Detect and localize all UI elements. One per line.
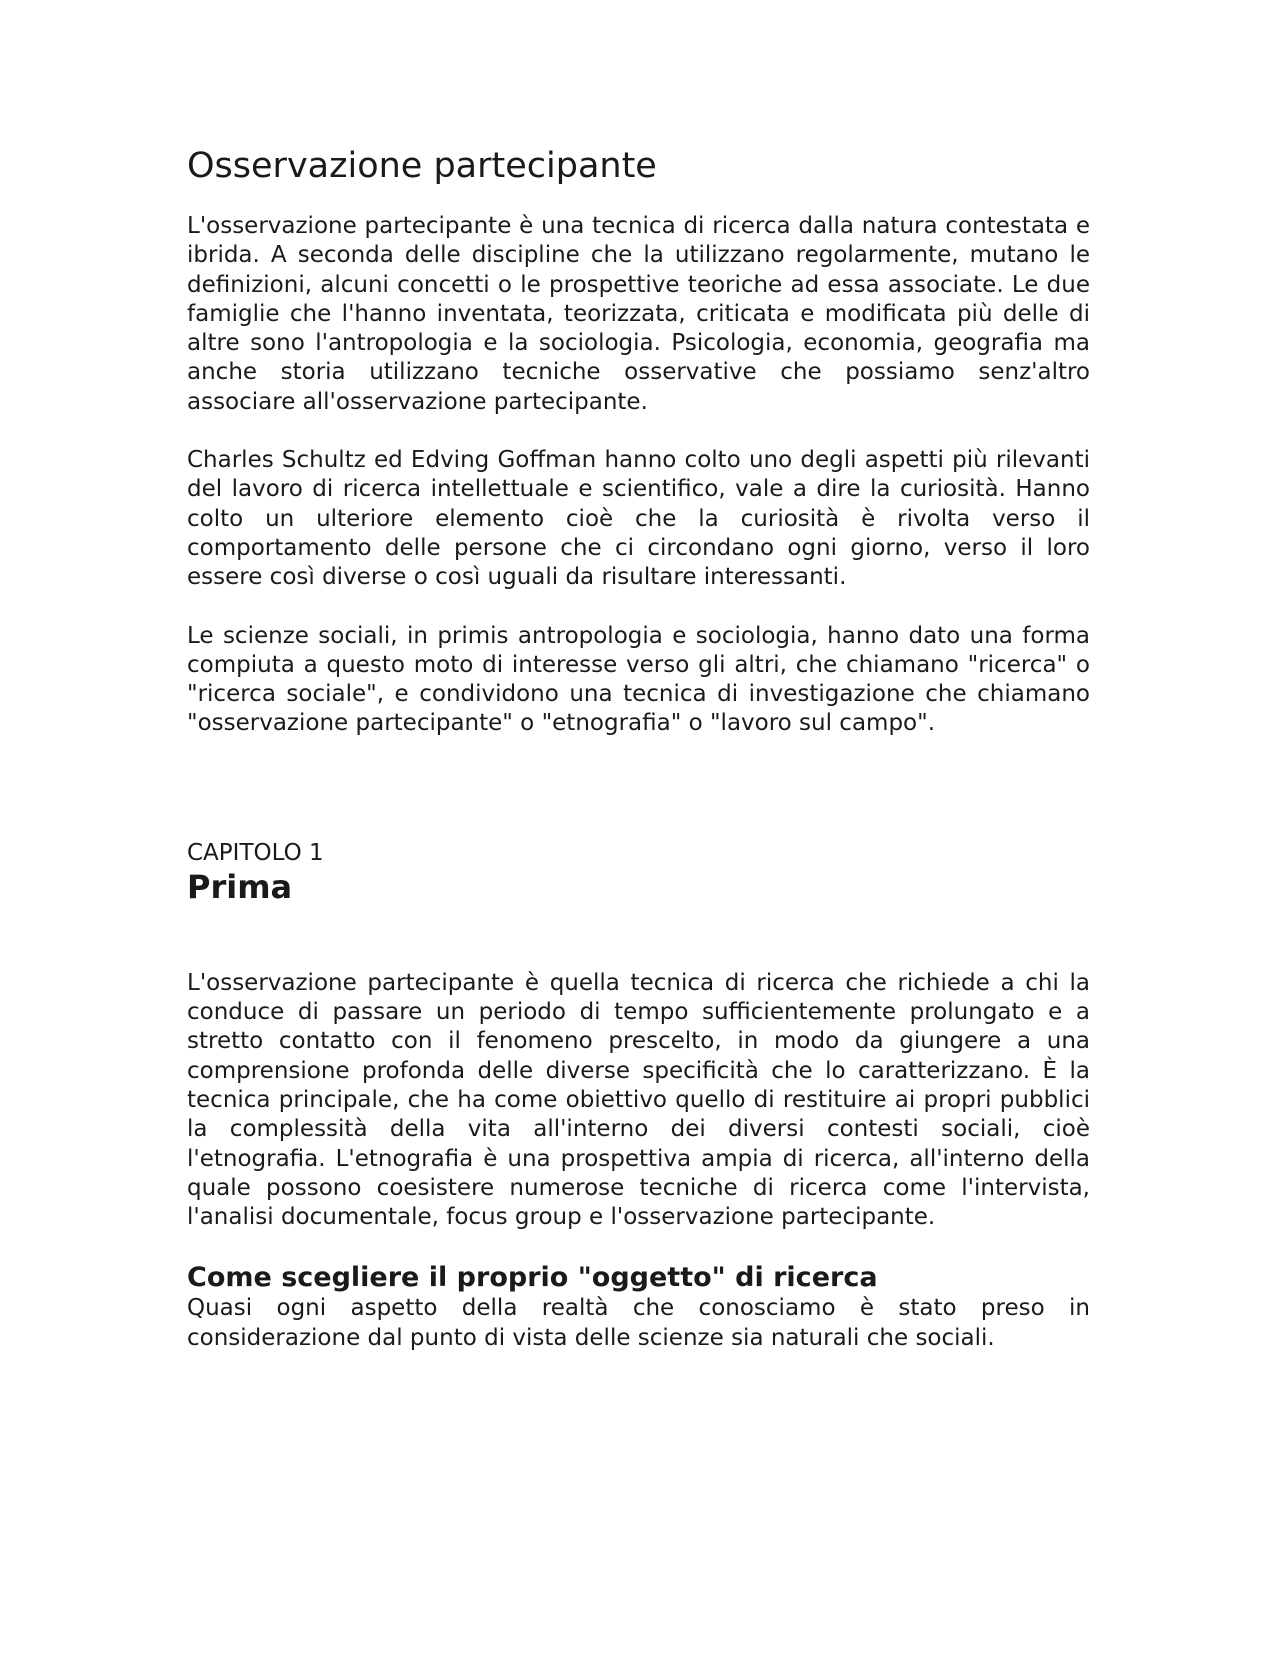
- document-title: Osservazione partecipante: [187, 146, 657, 186]
- document-page: [187, 145, 1090, 1353]
- section-title: Come scegliere il proprio "oggetto" di ricerca: [187, 1262, 878, 1294]
- section-paragraph: Quasi ogni aspetto della realtà che conosciamo è stato preso in considerazione dal punto di vista delle scienze sia naturali che sociali.: [187, 1295, 1090, 1351]
- chapter-label: CAPITOLO 1: [187, 839, 324, 866]
- chapter-paragraph: L'osservazione partecipante è quella tecnica di ricerca che richiede a chi la conduce di passare un periodo di tempo sufficientemente prolungato e a stretto contatto con il fenomeno prescelto, in modo da giungere a una comprensione profonda delle diverse specificità che lo caratterizzano. È la tecnica principale, che ha come obiettivo quello di restituire ai propri pubblici la complessità della vita all'interno dei diversi contesti sociali, cioè l'etnografia. L'etnografia è una prospettiva ampia di ricerca, all'interno della quale possono coesistere numerose tecniche di ricerca come l'intervista, l'analisi documentale, focus group e l'osservazione partecipante.: [187, 969, 1090, 1231]
- intro-paragraph-3: Le scienze sociali, in primis antropologia e sociologia, hanno dato una forma compiuta a questo moto di interesse verso gli altri, che chiamano "ricerca" o "ricerca sociale", e condividono una tecnica di investigazione che chiamano "osservazione partecipante" o "etnografia" o "lavoro sul campo".: [187, 622, 1090, 737]
- chapter-title: Prima: [187, 867, 293, 906]
- intro-paragraph-1: L'osservazione partecipante è una tecnica di ricerca dalla natura contestata e ibrida. A seconda delle discipline che la utilizzano regolarmente, mutano le definizioni, alcuni concetti o le prospettive teoriche ad essa associate. Le due famiglie che l'hanno inventata, teorizzata, criticata e modificata più delle di altre sono l'antropologia e la sociologia. Psicologia, economia, geografia ma anche storia utilizzano tecniche osservative che possiamo senz'altro associare all'osservazione partecipante.: [187, 213, 1090, 415]
- intro-paragraph-2: Charles Schultz ed Edving Goffman hanno colto uno degli aspetti più rilevanti del lavoro di ricerca intellettuale e scientifico, vale a dire la curiosità. Hanno colto un ulteriore elemento cioè che la curiosità è rivolta verso il comportamento delle persone che ci circondano ogni giorno, verso il loro essere così diverse o così uguali da risultare interessanti.: [187, 447, 1090, 591]
